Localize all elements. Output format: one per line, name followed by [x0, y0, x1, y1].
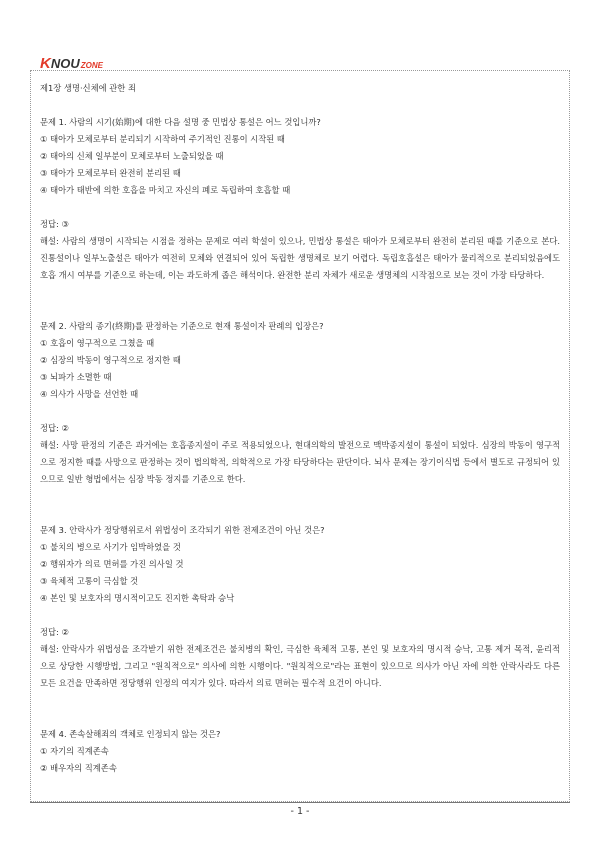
- q2-option-2: ② 심장의 박동이 영구적으로 정지한 때: [40, 355, 181, 365]
- q3-option-1: ① 불치의 병으로 사기가 임박하였을 것: [40, 542, 181, 552]
- q1-option-4: ④ 태아가 태반에 의한 호흡을 마치고 자신의 폐로 독립하여 호흡할 때: [40, 185, 291, 195]
- q2-explanation: 해설: 사망 판정의 기준은 과거에는 호흡종지설이 주로 적용되었으나, 현대의학의 발전으로 맥박종지설이 통설이 되었다. 심장의 박동이 영구적으로 정지한 때를 사망으로 판정하는 것이 법의학적, 의학적으로 가장 타당하다는 판단이다. 뇌사 문제는 장기이식법 등에서 별도로 규정되어 있으므로 일반 형법에서는 심장 박동 정지를 기준으로 한다.: [40, 440, 560, 484]
- chapter-title: 제1장 생명·신체에 관한 죄: [40, 83, 136, 93]
- q3-option-3: ③ 육체적 고통이 극심할 것: [40, 576, 139, 586]
- q2-option-1: ① 호흡이 영구적으로 그쳤을 때: [40, 338, 155, 348]
- logo-zone: ZONE: [80, 61, 103, 70]
- q3-option-2: ② 행위자가 의료 면허를 가진 의사일 것: [40, 559, 184, 569]
- logo-now: NOU: [50, 56, 80, 71]
- q1-option-3: ③ 태아가 모체로부터 완전히 분리된 때: [40, 168, 181, 178]
- page-number: - 1 -: [290, 806, 310, 817]
- q3-answer: 정답: ②: [40, 627, 69, 637]
- question-2: 문제 2. 사람의 종기(終期)를 판정하는 기준으로 현재 통설이자 판례의 입장은?: [40, 321, 324, 331]
- document-body: [40, 80, 560, 777]
- q4-option-1: ① 자기의 직계존속: [40, 746, 109, 756]
- question-4: 문제 4. 존속살해죄의 객체로 인정되지 않는 것은?: [40, 729, 221, 739]
- q1-option-1: ① 태아가 모체로부터 분리되기 시작하여 주기적인 진통이 시작된 때: [40, 134, 285, 144]
- q3-option-4: ④ 본인 및 보호자의 명시적이고도 진지한 촉탁과 승낙: [40, 593, 235, 603]
- q2-option-3: ③ 뇌파가 소멸한 때: [40, 372, 112, 382]
- footer-divider: [30, 802, 570, 803]
- q2-answer: 정답: ②: [40, 423, 69, 433]
- q2-option-4: ④ 의사가 사망을 선언한 때: [40, 389, 139, 399]
- q3-explanation: 해설: 안락사가 위법성을 조각받기 위한 전제조건은 불치병의 확인, 극심한 육체적 고통, 본인 및 보호자의 명시적 승낙, 고통 제거 목적, 윤리적으로 상당한 시행방법, 그리고 "원칙적으로" 의사에 의한 시행이다. "원칙적으로"라는 표현이 있으므로 의사가 아닌 자에 의한 안락사라도 다른 모든 요건을 만족하면 정당행위 인정의 여지가 있다. 따라서 의료 면허는 필수적 요건이 아니다.: [40, 644, 560, 688]
- question-1: 문제 1. 사람의 시기(始期)에 대한 다음 설명 중 민법상 통설은 어느 것입니까?: [40, 117, 321, 127]
- q1-answer: 정답: ③: [40, 219, 69, 229]
- q4-option-2: ② 배우자의 직계존속: [40, 763, 117, 773]
- q1-option-2: ② 태아의 신체 일부분이 모체로부터 노출되었을 때: [40, 151, 224, 161]
- logo-k: K: [40, 55, 51, 72]
- q1-explanation: 해설: 사람의 생명이 시작되는 시점을 정하는 문제로 여러 학설이 있으나, 민법상 통설은 태아가 모체로부터 완전히 분리된 때를 기준으로 본다. 진통설이나 일부노출설은 태아가 여전히 모체와 연결되어 있어 독립한 생명체로 보기 어렵다. 독립호흡설은 태아가 물리적으로 분리되었음에도 호흡 개시 여부를 기준으로 하는데, 이는 과도하게 좁은 해석이다. 완전한 분리 자체가 새로운 생명체의 시작점으로 보는 것이 가장 타당하다.: [40, 236, 560, 280]
- question-3: 문제 3. 안락사가 정당행위로서 위법성이 조각되기 위한 전제조건이 아닌 것은?: [40, 525, 325, 535]
